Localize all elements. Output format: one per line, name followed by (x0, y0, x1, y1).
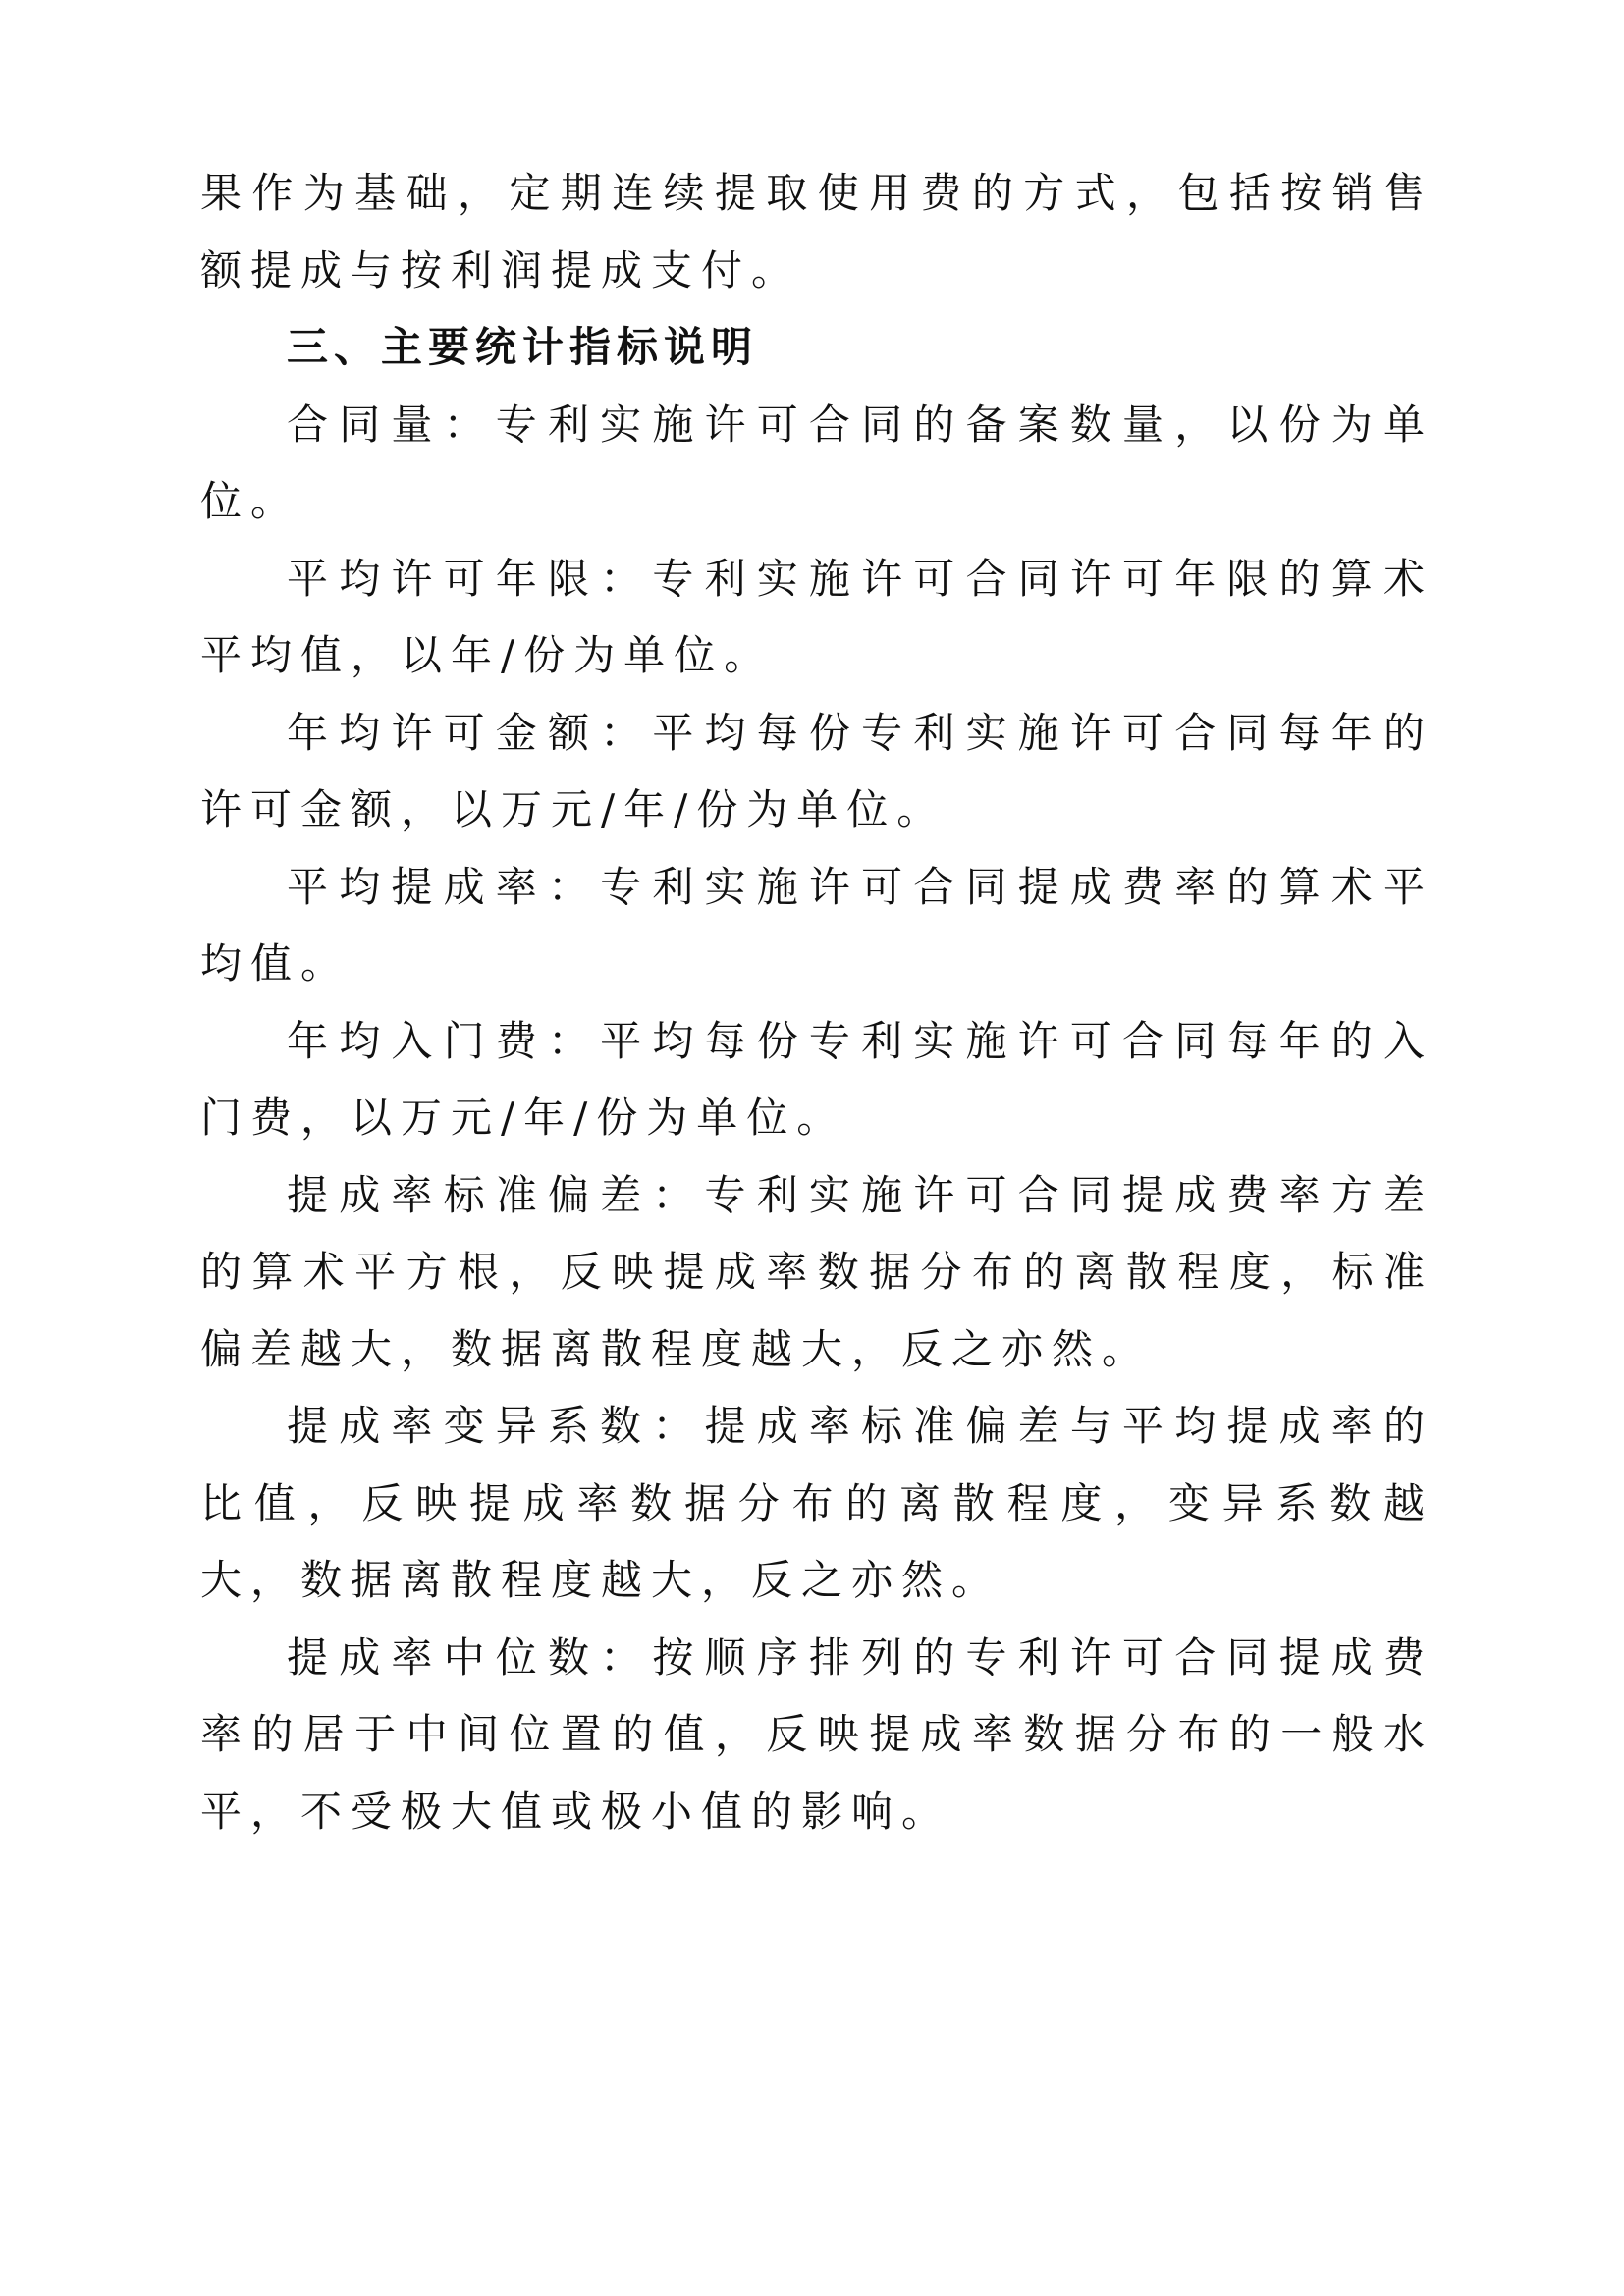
definition-average-royalty-rate: 平均提成率：专利实施许可合同提成费率的算术平均值。 (200, 862, 1434, 988)
definition-average-license-term: 平均许可年限：专利实施许可合同许可年限的算术平均值，以年/份为单位。 (200, 554, 1434, 679)
section-heading: 三、主要统计指标说明 (287, 323, 759, 371)
document-body (200, 155, 1434, 1850)
definition-royalty-rate-cv: 提成率变异系数：提成率标准偏差与平均提成率的比值，反映提成率数据分布的离散程度，变异系数越大，数据离散程度越大，反之亦然。 (200, 1402, 1434, 1604)
definition-royalty-rate-median: 提成率中位数：按顺序排列的专利许可合同提成费率的居于中间位置的值，反映提成率数据分布的一般水平，不受极大值或极小值的影响。 (200, 1632, 1434, 1836)
definition-annual-license-amount: 年均许可金额：平均每份专利实施许可合同每年的许可金额，以万元/年/份为单位。 (200, 708, 1434, 833)
continuation-paragraph: 果作为基础，定期连续提取使用费的方式，包括按销售额提成与按利润提成支付。 (200, 169, 1434, 294)
definition-annual-entry-fee: 年均入门费：平均每份专利实施许可合同每年的入门费，以万元/年/份为单位。 (200, 1016, 1434, 1142)
definition-contract-count: 合同量：专利实施许可合同的备案数量，以份为单位。 (200, 400, 1434, 525)
definition-royalty-rate-std-dev: 提成率标准偏差：专利实施许可合同提成费率方差的算术平方根，反映提成率数据分布的离散程度，标准偏差越大，数据离散程度越大，反之亦然。 (200, 1170, 1434, 1373)
